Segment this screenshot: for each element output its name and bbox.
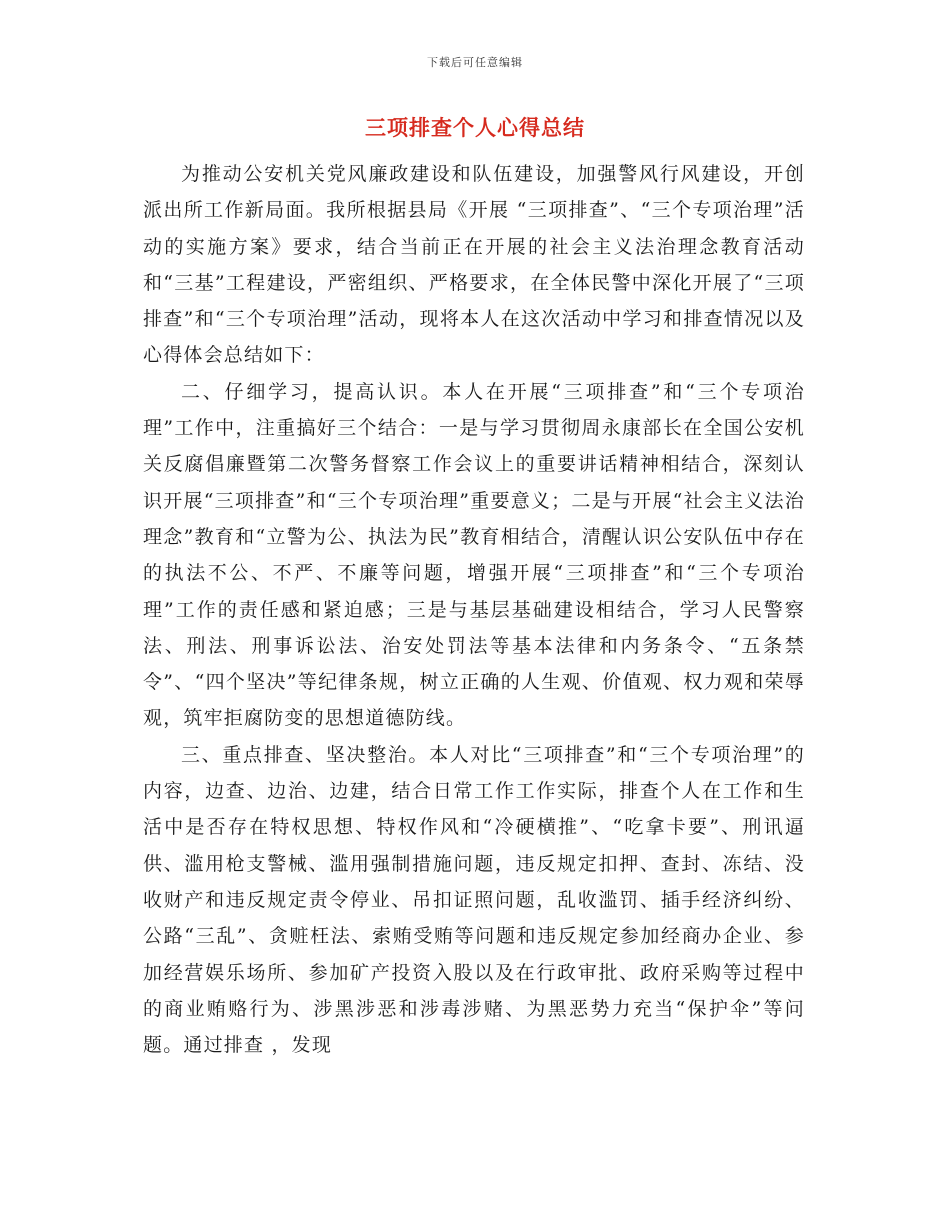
document-title: 三项排查个人心得总结 bbox=[365, 116, 585, 140]
paragraph-intro: 为推动公安机关党风廉政建设和队伍建设，加强警风行风建设，开创派出所工作新局面。我所根据县局《开展 “三项排查”、“三个专项治理”活动的实施方案》要求，结合当前正在开展的社会主义法治理念教育活动和“三基”工程建设，严密组织、严格要求，在全体民警中深化开展了“三项排查”和“三个专项治理”活动，现将本人在这次活动中学习和排查情况以及心得体会总结如下： bbox=[143, 163, 805, 367]
paragraph-inspection: 三、重点排查、坚决整治。本人对比“三项排查”和“三个专项治理”的内容，边查、边治、边建，结合日常工作工作实际，排查个人在工作和生活中是否存在特权思想、特权作风和“冷硬横推”、“吃拿卡要”、刑讯逼供、滥用枪支警械、滥用强制措施问题，违反规定扣押、查封、冻结、没收财产和违反规定责令停业、吊扣证照问题，乱收滥罚、插手经济纠纷、公路“三乱”、贪赃枉法、索贿受贿等问题和违反规定参加经商办企业、参加经营娱乐场所、参加矿产投资入股以及在行政审批、政府采购等过程中的商业贿赂行为、涉黑涉恶和涉毒涉赌、为黑恶势力充当“保护伞”等问题。通过排查 ，发现 bbox=[143, 743, 805, 1057]
paragraph-study: 二、仔细学习，提高认识。本人在开展“三项排查”和“三个专项治理”工作中，注重搞好三个结合：一是与学习贯彻周永康部长在全国公安机关反腐倡廉暨第二次警务督察工作会议上的重要讲话精神相结合，深刻认识开展“三项排查”和“三个专项治理”重要意义；二是与开展“社会主义法治理念”教育和“立警为公、执法为民”教育相结合，清醒认识公安队伍中存在的执法不公、不严、不廉等问题，增强开展“三项排查”和“三个专项治理”工作的责任感和紧迫感；三是与基层基础建设相结合，学习人民警察法、刑法、刑事诉讼法、治安处罚法等基本法律和内务条令、“五条禁令”、“四个坚决”等纪律条规，树立正确的人生观、价值观、权力观和荣辱观，筑牢拒腐防变的思想道德防线。 bbox=[143, 380, 805, 730]
page-header-note: 下载后可任意编辑 bbox=[427, 56, 523, 69]
document-body bbox=[143, 156, 805, 1063]
